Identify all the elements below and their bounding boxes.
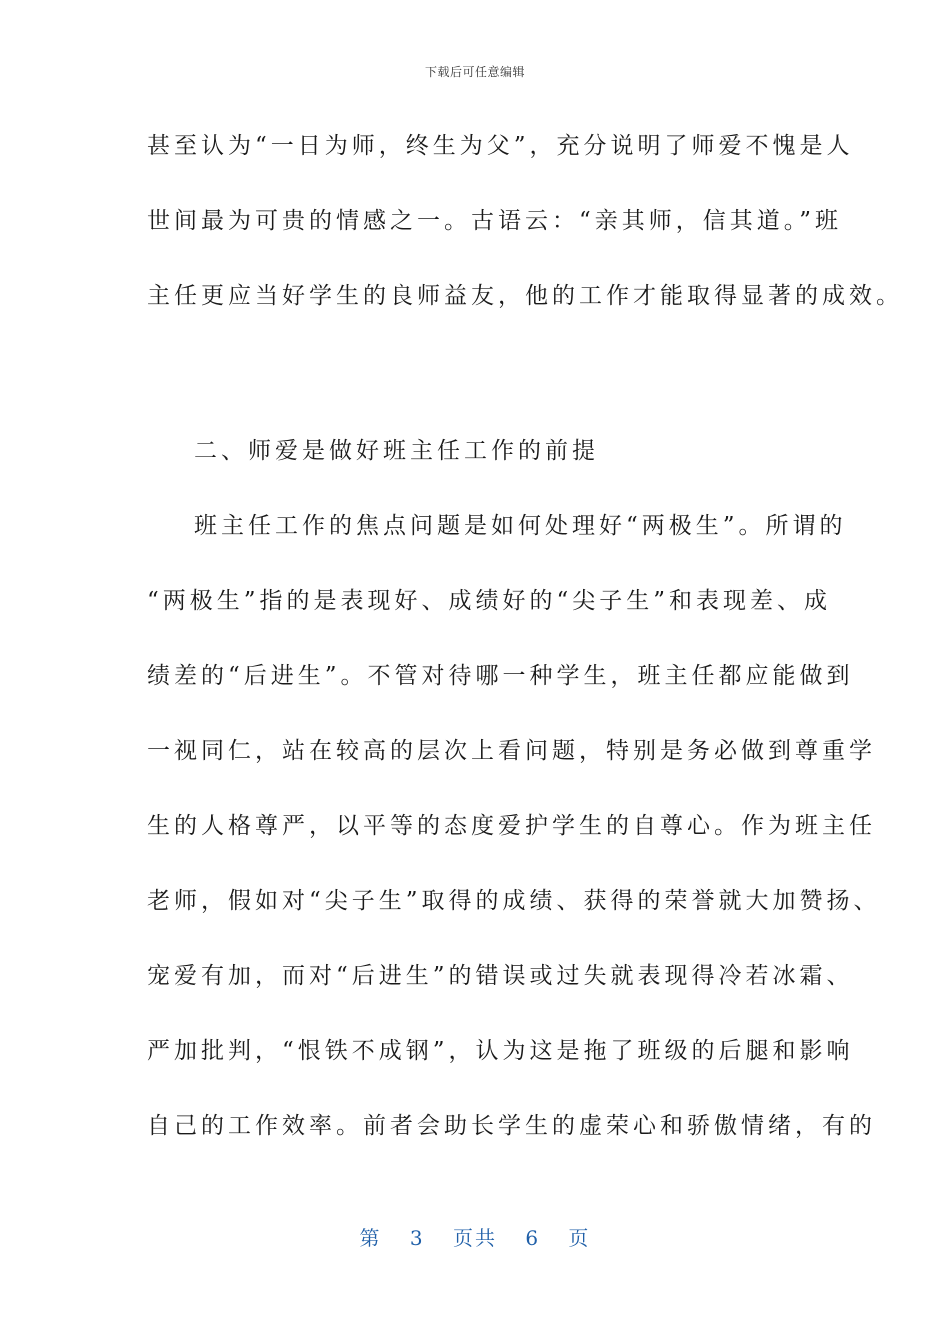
section-heading: 二、师爱是做好班主任工作的前提 bbox=[194, 438, 599, 464]
paragraph-gap bbox=[147, 349, 827, 429]
paragraph-line: 宠爱有加，而对“后进生”的错误或过失就表现得冷若冰霜、 bbox=[147, 963, 854, 989]
paragraph-line: 绩差的“后进生”。不管对待哪一种学生，班主任都应能做到 bbox=[147, 663, 854, 689]
document-body bbox=[147, 124, 903, 1179]
paragraph-line: 主任更应当好学生的良师益友，他的工作才能取得显著的成效。 bbox=[147, 283, 903, 309]
paragraph-line: 严加批判，“恨铁不成钢”，认为这是拖了班级的后腿和影响 bbox=[147, 1038, 854, 1064]
paragraph-line: 班主任工作的焦点问题是如何处理好“两极生”。所谓的 bbox=[194, 513, 847, 539]
paragraph-line: “两极生”指的是表现好、成绩好的“尖子生”和表现差、成 bbox=[147, 588, 832, 614]
paragraph-line: 自己的工作效率。前者会助长学生的虚荣心和骄傲情绪，有的 bbox=[147, 1113, 876, 1139]
paragraph-line: 甚至认为“一日为师，终生为父”，充分说明了师爱不愧是人 bbox=[147, 133, 854, 159]
page-header: 下载后可任意编辑 bbox=[424, 65, 525, 79]
page-number-footer: 第 3 页共 6 页 bbox=[359, 1226, 591, 1250]
paragraph-line: 世间最为可贵的情感之一。古语云：“亲其师，信其道。”班 bbox=[147, 208, 843, 234]
paragraph-line: 生的人格尊严，以平等的态度爱护学生的自尊心。作为班主任 bbox=[147, 813, 876, 839]
paragraph-line: 一视同仁，站在较高的层次上看问题，特别是务必做到尊重学 bbox=[147, 738, 876, 764]
paragraph-line: 老师，假如对“尖子生”取得的成绩、获得的荣誉就大加赞扬、 bbox=[147, 888, 881, 914]
